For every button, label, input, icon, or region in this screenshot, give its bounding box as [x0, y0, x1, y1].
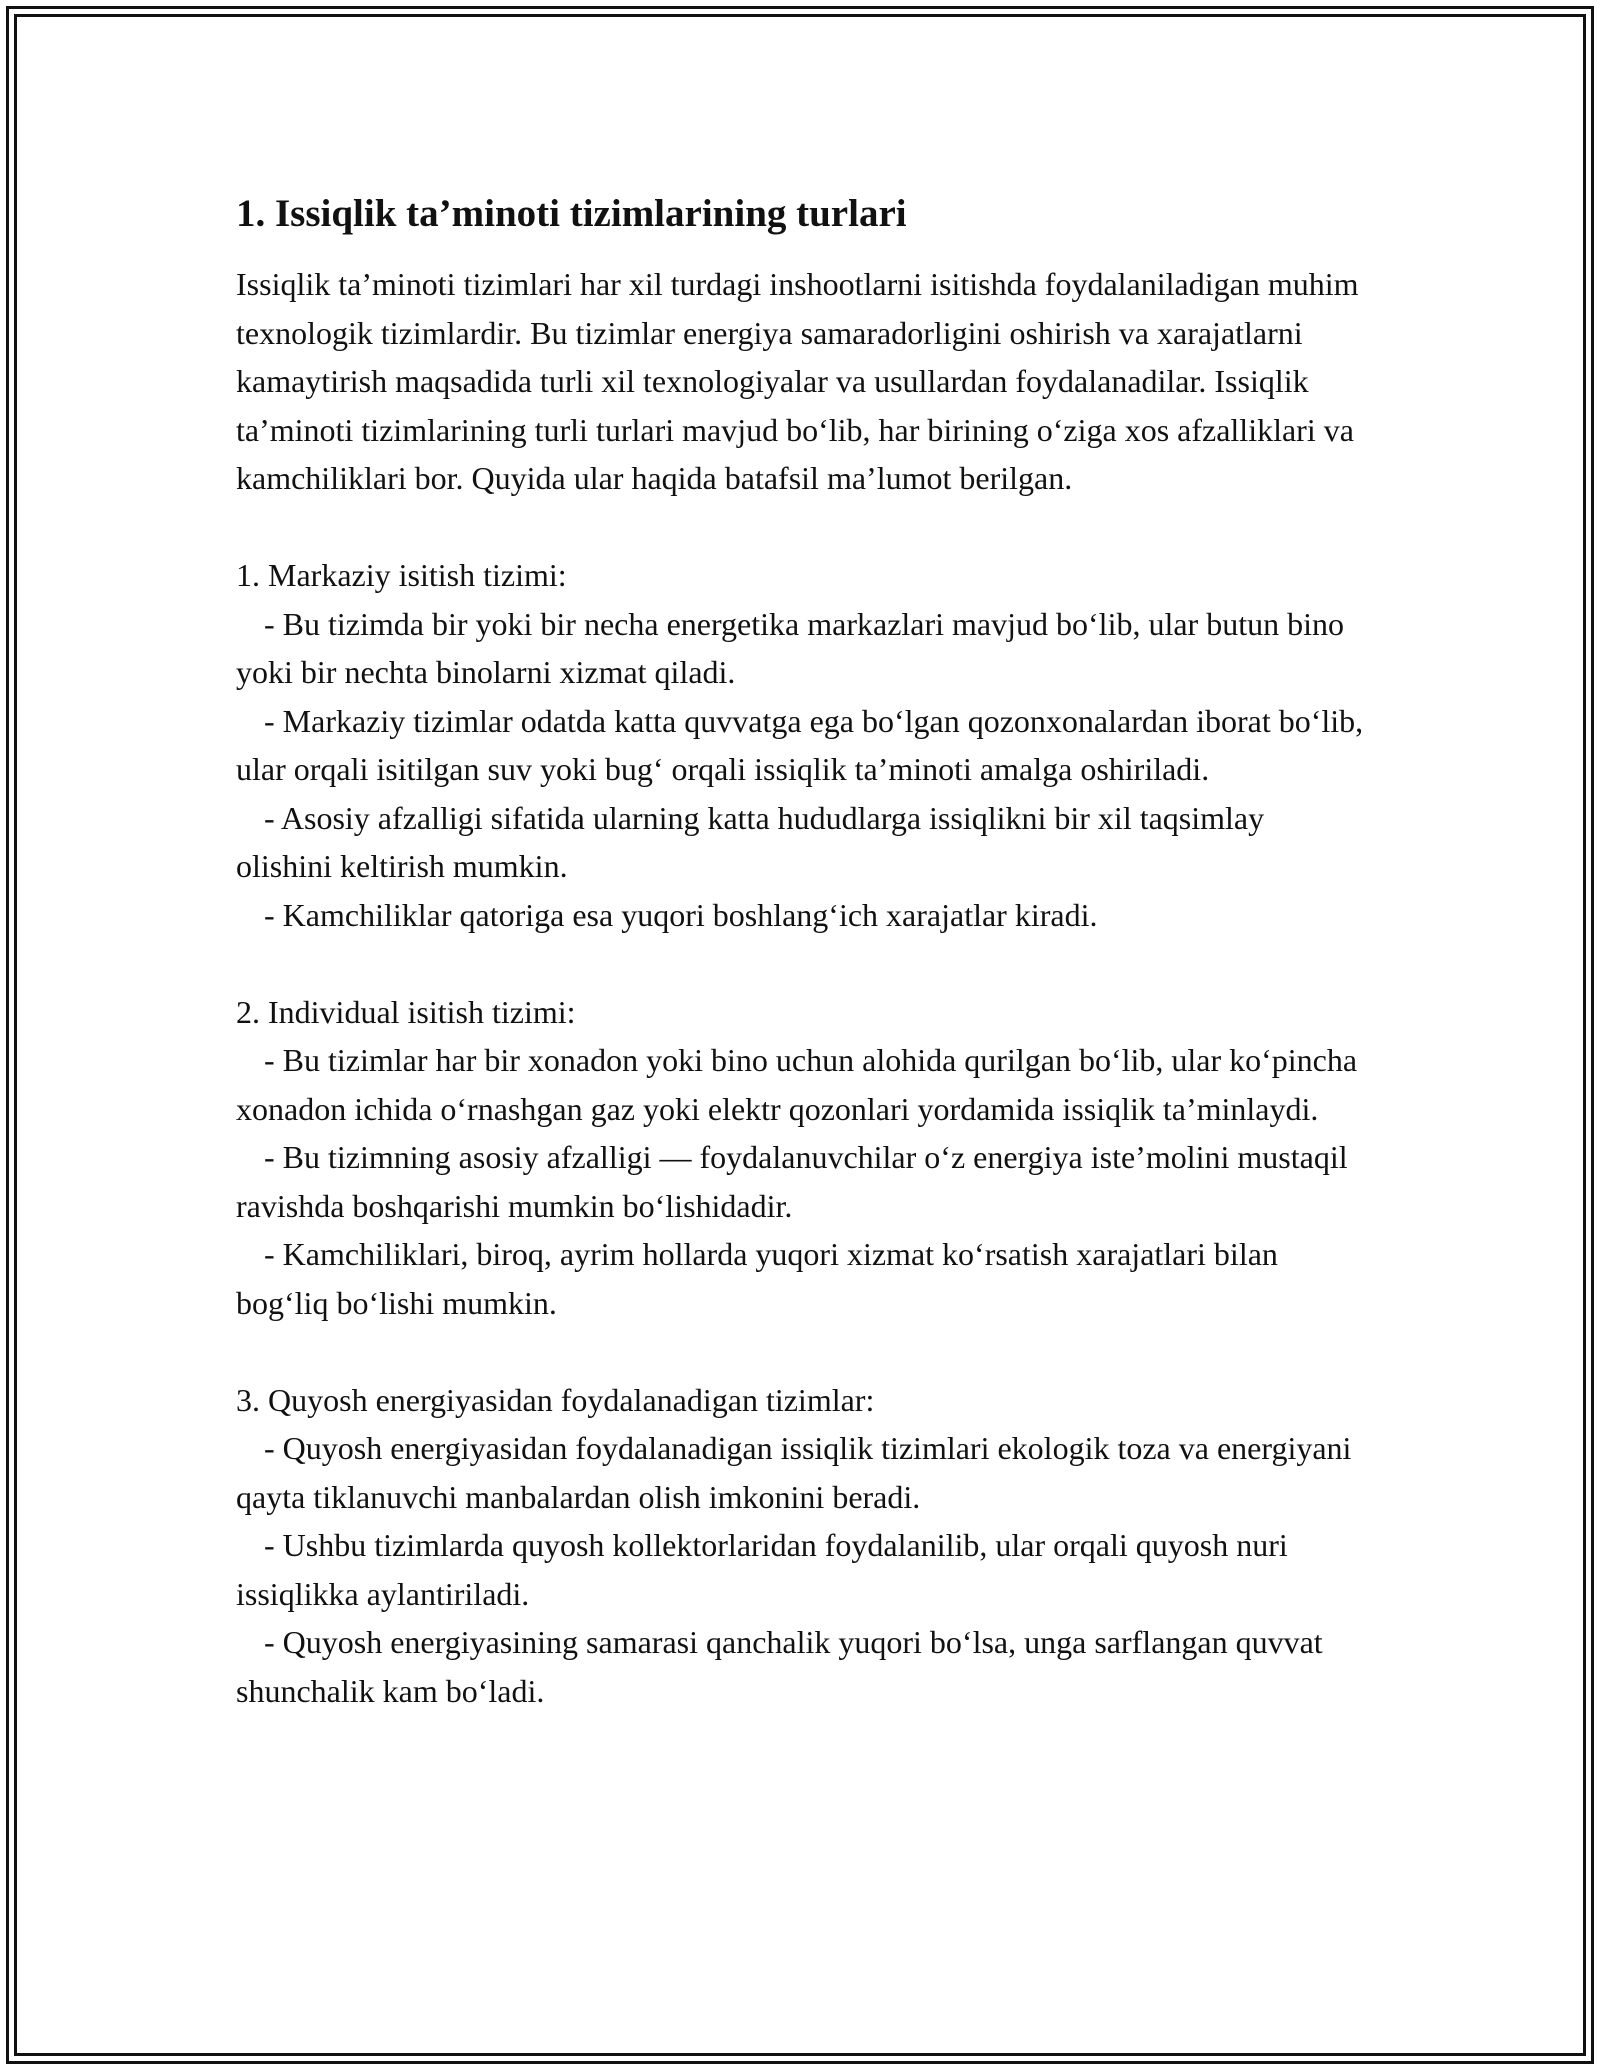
- intro-paragraph: Issiqlik ta’minoti tizimlari har xil turdagi inshootlarni isitishda foydalaniladigan muhim texnologik tizimlardir. Bu tizimlar energiya samaradorligini oshirish va xarajatlarni kamaytirish maqsadida turli xil texnologiyalar va usullardan foydalanadilar. Issiqlik ta’minoti tizimlarining turli turlari mavjud bo‘lib, har birining o‘ziga xos afzalliklari va kamchiliklari bor. Quyida ular haqida batafsil ma’lumot berilgan.: [236, 266, 1359, 496]
- bullet-item: - Bu tizimning asosiy afzalligi — foydalanuvchilar o‘z energiya iste’molini mustaqil ravishda boshqarishi mumkin bo‘lishidadir.: [236, 1139, 1348, 1224]
- bullet-item: - Markaziy tizimlar odatda katta quvvatga ega bo‘lgan qozonxonalardan iborat bo‘lib, ular orqali isitilgan suv yoki bug‘ orqali issiqlik ta’minoti amalga oshiriladi.: [236, 702, 1364, 787]
- bullet-item: - Kamchiliklari, biroq, ayrim hollarda yuqori xizmat ko‘rsatish xarajatlari bilan bog‘liq bo‘lishi mumkin.: [236, 1236, 1278, 1321]
- bullet-item: - Bu tizimlar har bir xonadon yoki bino uchun alohida qurilgan bo‘lib, ular ko‘pincha xonadon ichida o‘rnashgan gaz yoki elektr qozonlari yordamida issiqlik ta’minlaydi.: [236, 1042, 1358, 1127]
- bullet-item: - Bu tizimda bir yoki bir necha energetika markazlari mavjud bo‘lib, ular butun bino yoki bir nechta binolarni xizmat qiladi.: [236, 605, 1344, 690]
- section-heading: 3. Quyosh energiyasidan foydalanadigan tizimlar:: [236, 1381, 875, 1418]
- section-individual-heating: [236, 988, 1366, 1328]
- section-central-heating: [236, 551, 1366, 939]
- bullet-item: - Quyosh energiyasining samarasi qanchalik yuqori bo‘lsa, unga sarflangan quvvat shunchalik kam bo‘ladi.: [236, 1624, 1323, 1709]
- bullet-item: - Asosiy afzalligi sifatida ularning katta hududlarga issiqlikni bir xil taqsimlay olishini keltirish mumkin.: [236, 799, 1265, 884]
- page-title: 1. Issiqlik ta’minoti tizimlarining turlari: [236, 192, 907, 235]
- bullet-item: - Kamchiliklar qatoriga esa yuqori boshlang‘ich xarajatlar kiradi.: [264, 896, 1098, 933]
- section-heading: 1. Markaziy isitish tizimi:: [236, 557, 567, 593]
- section-heading: 2. Individual isitish tizimi:: [236, 993, 576, 1030]
- bullet-item: - Ushbu tizimlarda quyosh kollektorlaridan foydalanilib, ular orqali quyosh nuri issiqlikka aylantiriladi.: [236, 1527, 1288, 1612]
- bullet-item: - Quyosh energiyasidan foydalanadigan issiqlik tizimlari ekologik toza va energiyani qayta tiklanuvchi manbalardan olish imkonini beradi.: [236, 1430, 1352, 1515]
- document-body: [236, 188, 1366, 1715]
- section-solar-heating: [236, 1376, 1366, 1716]
